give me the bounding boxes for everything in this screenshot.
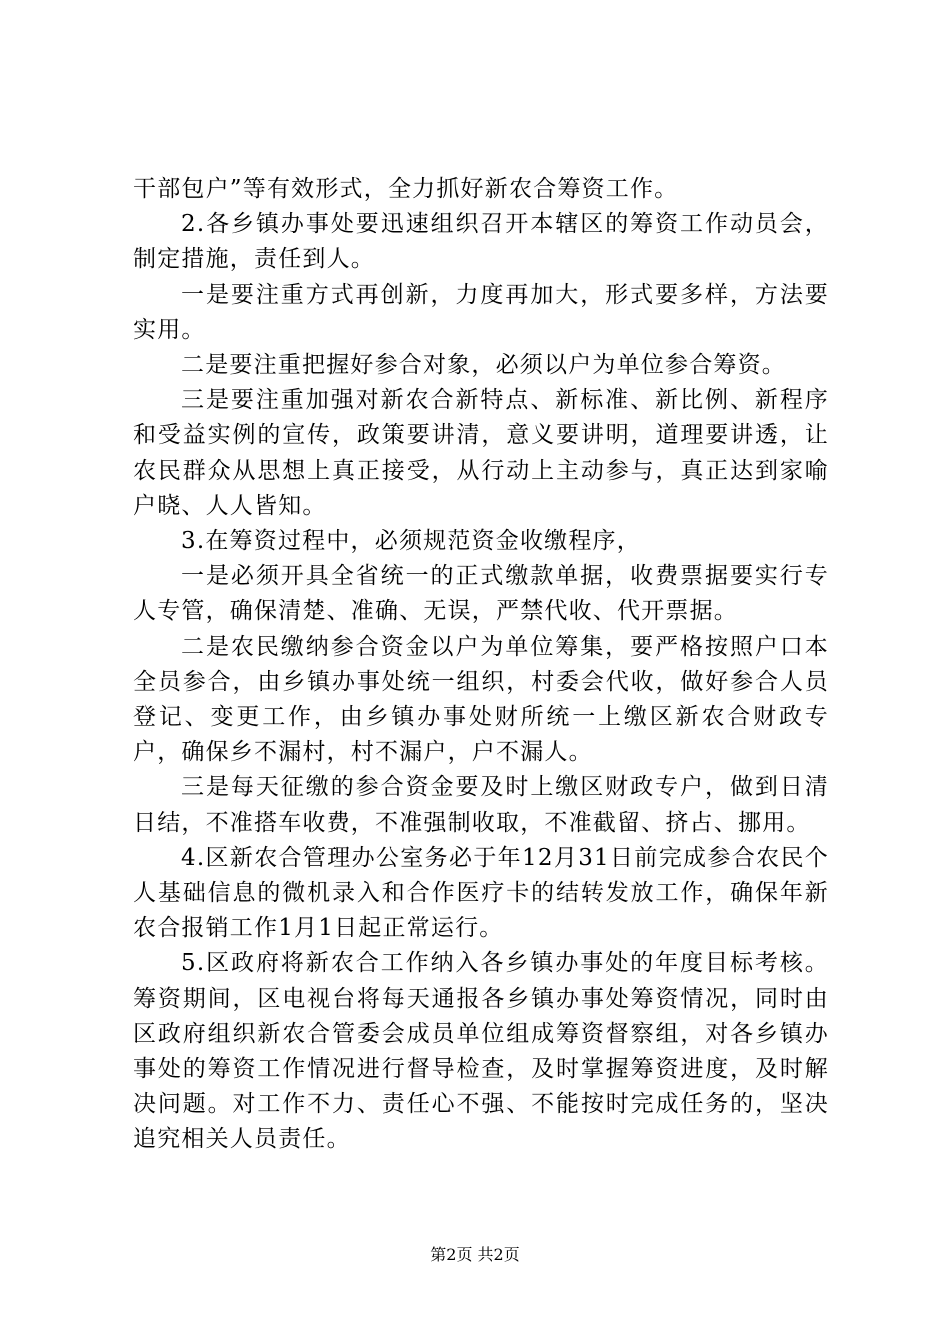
paragraph: 一是必须开具全省统一的正式缴款单据，收费票据要实行专人专管，确保清楚、准确、无误，严禁代收、代开票据。 <box>133 563 829 625</box>
paragraph: 二是要注重把握好参合对象，必须以户为单位参合筹资。 <box>181 352 786 379</box>
page-number-footer: 第2页 共2页 <box>430 1245 520 1264</box>
paragraph: 三是要注重加强对新农合新特点、新标准、新比例、新程序和受益实例的宣传，政策要讲清，意义要讲明，道理要讲透，让农民群众从思想上真正接受，从行动上主动参与，真正达到家喻户晓、人人皆知。 <box>133 387 829 519</box>
paragraph: 一是要注重方式再创新，力度再加大，形式要多样，方法要实用。 <box>133 281 829 343</box>
paragraph: 三是每天征缴的参合资金要及时上缴区财政专户，做到日清日结，不准搭车收费，不准强制收取，不准截留、挤占、挪用。 <box>133 774 829 836</box>
paragraph: 4.区新农合管理办公室务必于年12月31日前完成参合农民个人基础信息的微机录入和合作医疗卡的结转发放工作，确保年新农合报销工作1月1日起正常运行。 <box>133 844 829 942</box>
paragraph: 2.各乡镇办事处要迅速组织召开本辖区的筹资工作动员会，制定措施，责任到人。 <box>133 211 829 273</box>
paragraph: 3.在筹资过程中，必须规范资金收缴程序， <box>181 528 641 555</box>
paragraph: 5.区政府将新农合工作纳入各乡镇办事处的年度目标考核。筹资期间，区电视台将每天通报各乡镇办事处筹资情况，同时由区政府组织新农合管委会成员单位组成筹资督察组，对各乡镇办事处的筹资工作情况进行督导检查，及时掌握筹资进度，及时解决问题。对工作不力、责任心不强、不能按时完成任务的，坚决追究相关人员责任。 <box>133 950 829 1153</box>
paragraph: 二是农民缴纳参合资金以户为单位筹集，要严格按照户口本全员参合，由乡镇办事处统一组织，村委会代收，做好参合人员登记、变更工作，由乡镇办事处财所统一上缴区新农合财政专户，确保乡不漏村，村不漏户，户不漏人。 <box>133 633 829 766</box>
document-body <box>133 172 829 1158</box>
paragraph: 干部包户”等有效形式，全力抓好新农合筹资工作。 <box>133 176 679 202</box>
